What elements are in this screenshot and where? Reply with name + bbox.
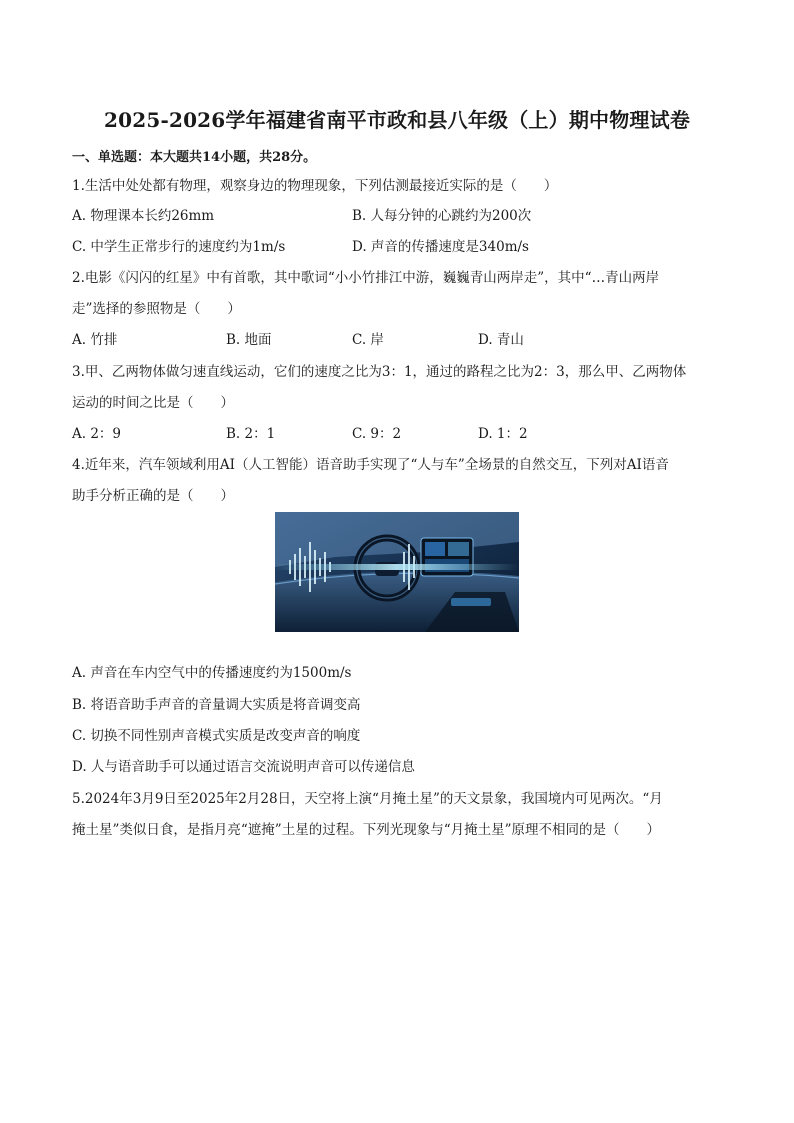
question-2-stem-line-1: 2.电影《闪闪的红星》中有首歌，其中歌词“小小竹排江中游，巍巍青山两岸走”，其中“…青山两岸 [72, 270, 660, 286]
question-3-option-a: A. 2：9 [72, 426, 122, 442]
question-2-option-d: D. 青山 [478, 332, 524, 348]
question-2-option-c: C. 岸 [352, 332, 384, 348]
question-1-option-b: B. 人每分钟的心跳约为200次 [352, 208, 532, 224]
question-2-option-a: A. 竹排 [72, 332, 118, 348]
page-title: 2025-2026学年福建省南平市政和县八年级（上）期中物理试卷 [103, 108, 691, 132]
section-heading: 一、单选题：本大题共14小题，共28分。 [72, 150, 317, 165]
question-4-stem-line-2: 助手分析正确的是（ ） [72, 488, 234, 504]
question-4-stem-line-1: 4.近年来，汽车领域利用AI（人工智能）语音助手实现了“人与车”全场景的自然交互，下列对AI语音 [72, 457, 669, 473]
car-interior-voice-assistant-image [275, 512, 519, 632]
question-3-option-d: D. 1：2 [478, 426, 528, 442]
question-3-stem-line-2: 运动的时间之比是（ ） [72, 395, 234, 411]
question-5-stem-line-2: 掩土星”类似日食，是指月亮“遮掩”土星的过程。下列光现象与“月掩土星”原理不相同的是（ ） [72, 822, 661, 838]
question-1-option-c: C. 中学生正常步行的速度约为1m/s [72, 239, 286, 255]
question-4-option-b: B. 将语音助手声音的音量调大实质是将音调变高 [72, 697, 361, 713]
question-1-option-a: A. 物理课本长约26mm [72, 208, 215, 224]
question-2-stem-line-2: 走”选择的参照物是（ ） [72, 301, 241, 317]
question-4-option-a: A. 声音在车内空气中的传播速度约为1500m/s [72, 665, 352, 681]
question-3-option-c: C. 9：2 [352, 426, 402, 442]
question-4-option-d: D. 人与语音助手可以通过语言交流说明声音可以传递信息 [72, 759, 415, 775]
question-1-stem: 1.生活中处处都有物理，观察身边的物理现象，下列估测最接近实际的是（ ） [72, 178, 558, 194]
question-1-option-d: D. 声音的传播速度是340m/s [352, 239, 529, 255]
question-3-option-b: B. 2：1 [226, 426, 276, 442]
question-2-option-b: B. 地面 [226, 332, 272, 348]
question-4-option-c: C. 切换不同性别声音模式实质是改变声音的响度 [72, 728, 361, 744]
question-5-stem-line-1: 5.2024年3月9日至2025年2月28日，天空将上演“月掩土星”的天文景象，我国境内可见两次。“月 [72, 791, 663, 807]
question-3-stem-line-1: 3.甲、乙两物体做匀速直线运动，它们的速度之比为3：1，通过的路程之比为2：3，那么甲、乙两物体 [72, 364, 687, 380]
